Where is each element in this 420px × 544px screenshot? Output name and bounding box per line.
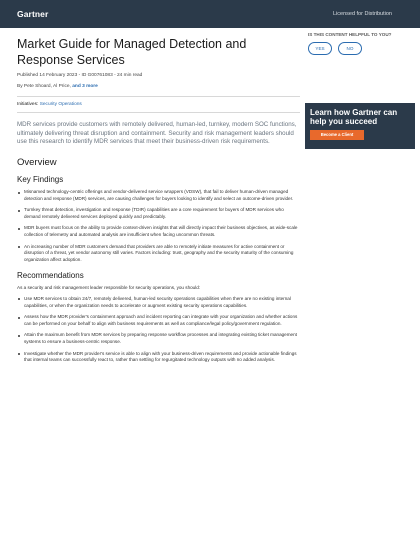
authors-names: By Pete Shoard, Al Price, <box>17 84 71 89</box>
list-item: Misnamed technology-centric offerings and vendor-delivered service wrappers (VDSW), that fail to deliver human-driven managed detection and response (MDR) services, are causing challenges for buyers looking to identify and select an outcome-driven provider. <box>17 189 300 202</box>
list-item: An increasing number of MDR customers demand that providers are able to remotely initiate measures for active containment or disruption of a threat, yet vendor autonomy still varies. Factors including: trust, geography and the security maturity of the consuming organization affect adoption. <box>17 244 300 264</box>
recommendations-heading: Recommendations <box>17 271 84 281</box>
overview-heading: Overview <box>17 157 57 169</box>
yes-button[interactable]: YES <box>308 42 332 55</box>
key-findings-list <box>17 189 300 263</box>
list-item: Investigate whether the MDR provider's service is able to align with your business-driven requirements and provide actionable findings that internal teams can successfully react to, rather than settling for regurgitated technology outputs with no added analysis. <box>17 351 300 364</box>
initiatives-label: Initiatives: <box>17 102 39 107</box>
client-promo-box <box>305 103 415 149</box>
page-title: Market Guide for Managed Detection and Response Services <box>17 37 247 67</box>
helpful-question: IS THIS CONTENT HELPFUL TO YOU? <box>308 32 392 37</box>
initiatives-line <box>17 101 300 108</box>
become-client-button[interactable]: Become a Client <box>310 130 364 140</box>
promo-title: Learn how Gartner can help you succeed <box>310 108 398 126</box>
list-item: Use MDR services to obtain 24/7, remotely delivered, human-led security operations capabilities when there are no existing internal capabilities, or when the organization needs to accelerate or augment existing security operations capabilities. <box>17 296 300 309</box>
right-sidebar <box>305 28 420 544</box>
more-authors-link[interactable]: and 3 more <box>72 84 98 89</box>
no-button[interactable]: NO <box>338 42 362 55</box>
list-item: Attain the maximum benefit from MDR services by preparing response workflow processes and integrating existing ticket management systems to ensure a business-centric response. <box>17 332 300 345</box>
gartner-logo[interactable]: Gartner <box>17 9 49 19</box>
recommendations-list <box>17 296 300 364</box>
license-label: Licensed for Distribution <box>332 11 392 17</box>
recommendations-intro: As a security and risk management leader responsible for security operations, you should: <box>17 285 201 291</box>
summary-text: MDR services provide customers with remotely delivered, human-led, turnkey, modern SOC functions, ultimately delivering threat disruption and containment. Security and risk management leaders should use this research to identify MDR services that meet their business-driven risk requirements. <box>17 121 297 146</box>
key-findings-heading: Key Findings <box>17 175 64 185</box>
list-item: Assess how the MDR provider's containment approach and incident reporting can integrate with your organization and whether actions can be performed on your behalf to align with business requirements as well as compliance/legal policy/government regulation. <box>17 314 300 327</box>
list-item: Turnkey threat detection, investigation and response (TDIR) capabilities are a core requirement for buyers of MDR services who demand remotely delivered services deployed quickly and predictably. <box>17 207 300 220</box>
initiative-link[interactable]: Security Operations <box>39 102 82 107</box>
list-item: MDR buyers must focus on the ability to provide context-driven insights that will directly impact their business objectives, as wide-scale collection of telemetry and automated analysis are insufficient when facing uncommon threats. <box>17 225 300 238</box>
document-body <box>17 36 300 369</box>
divider <box>17 112 300 113</box>
divider <box>17 96 300 97</box>
authors-line <box>17 83 300 90</box>
publication-meta: Published 14 February 2023 - ID G00761083 - 24 min read <box>17 73 143 78</box>
top-bar <box>0 0 420 28</box>
